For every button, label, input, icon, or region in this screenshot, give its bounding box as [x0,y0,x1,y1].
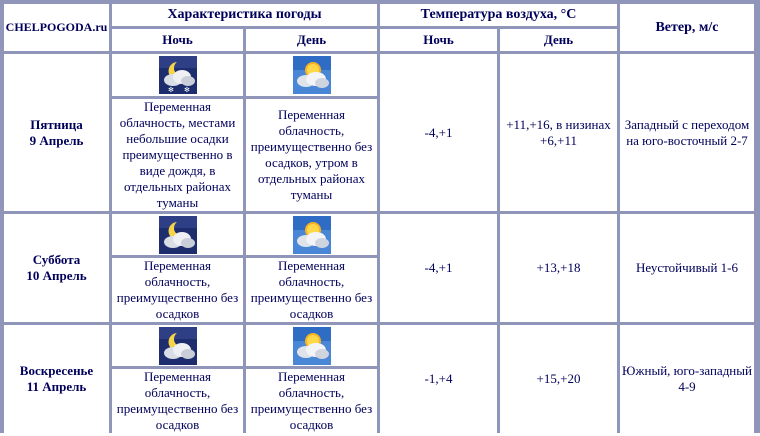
wind-value [620,214,754,322]
weather-day-header: День [246,29,377,51]
moon-clouds-snow-icon [159,56,197,94]
day-icon-cell [246,214,377,255]
svg-text:✻: ✻ [183,86,190,94]
day-icon-cell [246,54,377,96]
sun-clouds-icon [293,216,331,254]
moon-clouds-icon [159,327,197,365]
wind-text: Южный, юго-западный 4-9 [622,363,752,394]
day-description: Переменная облачность, преимущественно без осадков [246,258,377,322]
date: 11 Апрель [26,379,87,394]
wind-header: Ветер, м/с [620,4,754,51]
wind-text: Западный с переходом на юго-восточный 2-7 [624,116,750,148]
temp-night: -4,+1 [380,54,497,211]
date: 9 Апрель [29,132,84,148]
weather-header: Характеристика погоды [112,4,377,26]
site-brand: CHELPOGODA.ru [4,4,109,51]
weekday: Пятница [30,116,83,132]
weekday: Суббота [32,252,81,267]
night-icon-cell [112,54,243,96]
night-description: Переменная облачность, местами небольшие осадки преимущественно в виде дождя, в отдельных районах туманы [112,99,243,211]
day-label [4,214,109,322]
night-icon-cell [112,325,243,366]
weekday: Воскресенье [19,363,94,378]
svg-text:✻: ✻ [167,86,174,94]
temp-night: -4,+1 [380,214,497,322]
forecast-table [1,1,757,436]
night-description: Переменная облачность, преимущественно без осадков [112,369,243,433]
temp-day: +11,+16, в низинах +6,+11 [500,54,617,211]
wind-value [620,325,754,433]
temp-day: +13,+18 [500,214,617,322]
night-icon-cell [112,214,243,255]
weather-night-header: Ночь [112,29,243,51]
wind-text: Неустойчивый 1-6 [636,260,738,275]
day-label [4,325,109,433]
temperature-header: Температура воздуха, °C [380,4,617,26]
sun-clouds-icon [293,327,331,365]
date: 10 Апрель [26,268,87,283]
sun-clouds-icon [293,56,331,94]
day-icon-cell [246,325,377,366]
night-description: Переменная облачность, преимущественно без осадков [112,258,243,322]
wind-value [620,54,754,211]
day-label [4,54,109,211]
day-description: Переменная облачность, преимущественно без осадков, утром в отдельных районах туманы [246,99,377,211]
moon-clouds-icon [159,216,197,254]
temp-night-header: Ночь [380,29,497,51]
day-description: Переменная облачность, преимущественно без осадков [246,369,377,433]
temp-day: +15,+20 [500,325,617,433]
temp-day-header: День [500,29,617,51]
temp-night: -1,+4 [380,325,497,433]
